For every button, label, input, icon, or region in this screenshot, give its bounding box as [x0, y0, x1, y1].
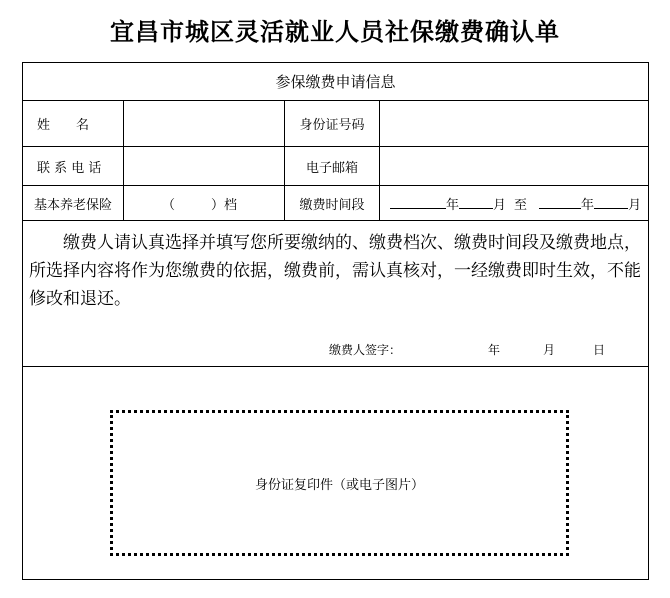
signature-month: 月 — [543, 343, 556, 357]
id-number-field[interactable] — [380, 101, 648, 146]
pension-grade-close: ）档 — [211, 197, 238, 213]
email-label: 电子邮箱 — [285, 147, 380, 185]
signature-label: 缴费人签字： — [329, 343, 402, 357]
year-blank-2[interactable] — [539, 197, 581, 209]
id-number-label: 身份证号码 — [285, 101, 380, 146]
pension-grade-open: （ — [162, 197, 176, 213]
name-field[interactable] — [124, 101, 285, 146]
form-header: 参保缴费申请信息 — [275, 73, 396, 91]
id-photo-area[interactable] — [110, 410, 569, 556]
photo-label: 身份证复印件（或电子图片） — [254, 477, 424, 493]
name-label: 姓 名 — [23, 101, 124, 146]
period-field[interactable] — [380, 186, 648, 220]
period-label: 缴费时间段 — [285, 186, 380, 220]
period-to: 至 — [514, 197, 528, 213]
email-field[interactable] — [380, 147, 648, 185]
month-blank-1[interactable] — [459, 197, 493, 209]
period-month-1: 月 — [493, 197, 507, 213]
contact-row — [23, 147, 648, 186]
signature-day: 日 — [593, 343, 606, 357]
notice-section — [23, 221, 648, 367]
phone-label: 联 系 电 话 — [23, 147, 124, 185]
name-row — [23, 101, 648, 147]
page-title: 宜昌市城区灵活就业人员社保缴费确认单 — [110, 17, 560, 46]
signature-year: 年 — [488, 343, 501, 357]
year-blank-1[interactable] — [390, 197, 446, 209]
notice-text: 缴费人请认真选择并填写您所要缴纳的、缴费档次、缴费时间段及缴费地点，所选择内容将作为您缴费的依据，缴费前，需认真核对，一经缴费即时生效，不能修改和退还。 — [29, 233, 641, 309]
period-month-2: 月 — [628, 197, 642, 213]
period-year-2: 年 — [581, 197, 595, 213]
phone-field[interactable] — [124, 147, 285, 185]
form-header-row — [23, 63, 648, 101]
pension-row — [23, 186, 648, 221]
month-blank-2[interactable] — [594, 197, 628, 209]
pension-label: 基本养老保险 — [23, 186, 124, 220]
period-year-1: 年 — [446, 197, 460, 213]
confirmation-form — [22, 62, 649, 580]
pension-grade-field[interactable] — [124, 186, 285, 220]
